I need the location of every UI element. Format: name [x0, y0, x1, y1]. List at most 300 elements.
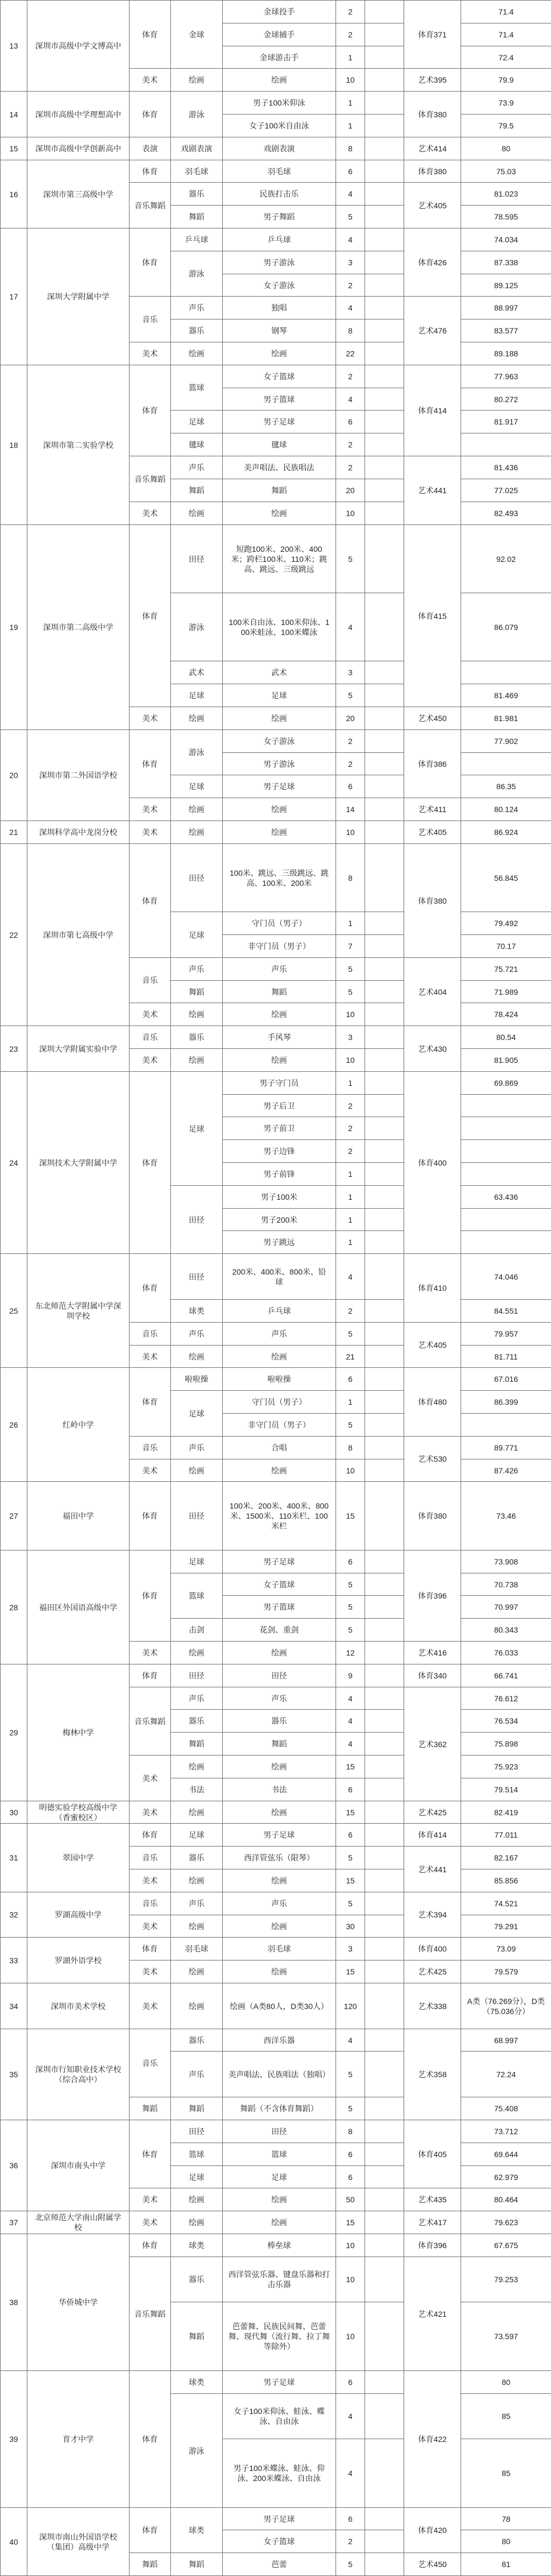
sub-category: 武术 [171, 661, 223, 684]
score-line: 79.957 [461, 1323, 551, 1346]
category: 音乐舞蹈 [130, 456, 171, 502]
blank-cell [365, 1437, 404, 1459]
school-name: 深圳市南头中学 [27, 2120, 130, 2211]
item: 绘画 [223, 1960, 336, 1983]
school-number: 13 [1, 1, 27, 92]
blank-cell [365, 912, 404, 935]
item: 毽球 [223, 433, 336, 456]
item: 书法 [223, 1778, 336, 1801]
control-line: 艺术425 [404, 1801, 461, 1824]
score-line: 80.343 [461, 1619, 551, 1642]
category: 舞蹈 [130, 2097, 171, 2120]
item: 女子篮球 [223, 2530, 336, 2553]
score-line: 88.997 [461, 297, 551, 319]
school-name: 深圳大学附属实验中学 [27, 1026, 130, 1072]
item: 绘画 [223, 1756, 336, 1778]
blank-cell [365, 2120, 404, 2143]
plan-count: 6 [336, 411, 365, 433]
sub-category: 足球 [171, 1391, 223, 1437]
item: 金球捕手 [223, 23, 336, 46]
category: 体育 [130, 2371, 171, 2508]
plan-count: 5 [336, 525, 365, 593]
score-line: 76.534 [461, 1710, 551, 1733]
plan-count: 1 [336, 46, 365, 69]
item: 钢琴 [223, 319, 336, 342]
category: 体育 [130, 1551, 171, 1642]
plan-count: 5 [336, 2553, 365, 2576]
blank-cell [365, 1459, 404, 1482]
sub-category: 绘画 [171, 2188, 223, 2211]
school-number: 14 [1, 92, 27, 137]
item: 田径 [223, 1664, 336, 1687]
score-line: 73.9 [461, 92, 551, 115]
category: 体育 [130, 365, 171, 456]
plan-count: 6 [336, 775, 365, 798]
plan-count: 6 [336, 1778, 365, 1801]
item: 男子守门员 [223, 1072, 336, 1095]
plan-count: 3 [336, 1026, 365, 1049]
plan-count: 9 [336, 1664, 365, 1687]
blank-cell [365, 684, 404, 707]
score-line [461, 1414, 551, 1437]
blank-cell [365, 525, 404, 593]
sub-category: 舞蹈 [171, 2302, 223, 2371]
sub-category: 器乐 [171, 2257, 223, 2302]
plan-count: 5 [336, 684, 365, 707]
sub-category: 绘画 [171, 707, 223, 730]
item: 舞蹈（不含体育舞蹈） [223, 2097, 336, 2120]
plan-count: 15 [336, 1869, 365, 1892]
item: 篮球 [223, 2143, 336, 2166]
sub-category: 绘画 [171, 1869, 223, 1892]
score-line: 71.4 [461, 23, 551, 46]
item: 声乐 [223, 1687, 336, 1710]
item: 男子跳远 [223, 1231, 336, 1254]
score-line: 78.424 [461, 1003, 551, 1026]
item: 女子游泳 [223, 274, 336, 297]
score-line: 81.023 [461, 183, 551, 206]
blank-cell [365, 661, 404, 684]
category: 音乐 [130, 1323, 171, 1346]
category: 美术 [130, 1459, 171, 1482]
plan-count: 5 [336, 206, 365, 228]
item: 芭蕾舞、民族民间舞、芭蕾舞、现代舞（流行舞、拉丁舞等除外） [223, 2302, 336, 2371]
score-line: 87.338 [461, 251, 551, 274]
category: 美术 [130, 342, 171, 365]
blank-cell [365, 775, 404, 798]
sub-category: 球类 [171, 1300, 223, 1323]
score-line: 75.898 [461, 1733, 551, 1756]
plan-count: 4 [336, 1687, 365, 1710]
score-line [461, 661, 551, 684]
item: 男子200米 [223, 1209, 336, 1231]
table-row [1, 730, 551, 753]
sub-category: 声乐 [171, 1437, 223, 1459]
category: 美术 [130, 1801, 171, 1824]
plan-count: 1 [336, 1163, 365, 1186]
item: 绘画 [223, 1003, 336, 1026]
sub-category: 球类 [171, 2508, 223, 2553]
item: 女子篮球 [223, 365, 336, 388]
item: 男子足球 [223, 2508, 336, 2530]
score-line [461, 1140, 551, 1163]
score-line: 85 [461, 2439, 551, 2508]
school-number: 32 [1, 1892, 27, 1938]
category: 音乐舞蹈 [130, 1687, 171, 1756]
blank-cell [365, 1186, 404, 1209]
blank-cell [365, 2234, 404, 2257]
school-number: 33 [1, 1938, 27, 1983]
plan-count: 15 [336, 1801, 365, 1824]
item: 男子舞蹈 [223, 206, 336, 228]
school-number: 23 [1, 1026, 27, 1072]
plan-count: 8 [336, 1437, 365, 1459]
school-name: 华侨城中学 [27, 2234, 130, 2371]
control-line: 体育380 [404, 160, 461, 183]
plan-count: 1 [336, 912, 365, 935]
blank-cell [365, 1095, 404, 1117]
sub-category: 击剑 [171, 1619, 223, 1642]
school-number: 26 [1, 1368, 27, 1482]
category: 音乐舞蹈 [130, 2257, 171, 2371]
item: 非守门员（男子） [223, 1414, 336, 1437]
item: 乒乓球 [223, 228, 336, 251]
school-name: 罗湖外语学校 [27, 1938, 130, 1983]
control-line: 艺术425 [404, 1960, 461, 1983]
item: 绘画 [223, 1459, 336, 1482]
score-line: 66.741 [461, 1664, 551, 1687]
item: 绘画 [223, 69, 336, 92]
school-number: 39 [1, 2371, 27, 2508]
item: 绘画 [223, 2188, 336, 2211]
school-number: 21 [1, 821, 27, 844]
sub-category: 舞蹈 [171, 981, 223, 1003]
item: 美声唱法、民族唱法 [223, 456, 336, 479]
table-row [1, 821, 551, 844]
plan-count: 4 [336, 388, 365, 411]
category: 美术 [130, 2188, 171, 2211]
school-name: 深圳市行知职业技术学校（综合高中） [27, 2029, 130, 2120]
score-line: 80.272 [461, 388, 551, 411]
item: 声乐 [223, 1892, 336, 1915]
plan-count: 1 [336, 1231, 365, 1254]
plan-count: 15 [336, 1960, 365, 1983]
category: 体育 [130, 2120, 171, 2188]
score-line: 75.408 [461, 2097, 551, 2120]
score-line: 69.869 [461, 1072, 551, 1095]
plan-count: 8 [336, 137, 365, 160]
plan-count: 6 [336, 1368, 365, 1391]
category: 体育 [130, 1, 171, 69]
sub-category: 舞蹈 [171, 2553, 223, 2576]
blank-cell [365, 593, 404, 661]
item: 男子前锋 [223, 1163, 336, 1186]
plan-count: 2 [336, 1117, 365, 1140]
blank-cell [365, 365, 404, 388]
blank-cell [365, 1346, 404, 1368]
plan-count: 10 [336, 1459, 365, 1482]
sub-category: 篮球 [171, 2143, 223, 2166]
category: 美术 [130, 1003, 171, 1026]
category: 音乐 [130, 1437, 171, 1459]
sub-category: 绘画 [171, 1003, 223, 1026]
plan-count: 2 [336, 1095, 365, 1117]
item: 独唱 [223, 297, 336, 319]
school-number: 22 [1, 844, 27, 1026]
sub-category: 足球 [171, 1824, 223, 1847]
plan-count: 4 [336, 593, 365, 661]
category: 体育 [130, 525, 171, 707]
sub-category: 足球 [171, 1072, 223, 1186]
sub-category: 田径 [171, 844, 223, 912]
blank-cell [365, 1983, 404, 2029]
control-line: 体育340 [404, 1664, 461, 1687]
sub-category: 球类 [171, 2371, 223, 2394]
score-line: 92.02 [461, 525, 551, 593]
item: 非守门员（男子） [223, 935, 336, 958]
blank-cell [365, 1710, 404, 1733]
score-line: 77.011 [461, 1824, 551, 1847]
control-line: 艺术394 [404, 1892, 461, 1938]
blank-cell [365, 1573, 404, 1596]
item: 乒乓球 [223, 1300, 336, 1323]
score-line: 56.845 [461, 844, 551, 912]
score-line [461, 433, 551, 456]
plan-count: 4 [336, 2394, 365, 2439]
table-row [1, 2234, 551, 2257]
category: 体育 [130, 1938, 171, 1960]
item: 羽毛球 [223, 160, 336, 183]
control-line: 体育422 [404, 2371, 461, 2508]
item: 绘画（A类80人，D类30人） [223, 1983, 336, 2029]
blank-cell [365, 1756, 404, 1778]
plan-count: 6 [336, 2371, 365, 2394]
plan-count: 3 [336, 251, 365, 274]
control-line: 艺术450 [404, 707, 461, 730]
plan-count: 3 [336, 1938, 365, 1960]
score-line: A类（76.269分），D类（75.036分） [461, 1983, 551, 2029]
control-line: 体育414 [404, 365, 461, 456]
plan-count: 10 [336, 2257, 365, 2302]
item: 100米、200米、400米、800米、1500米、110米栏、100米栏 [223, 1482, 336, 1551]
sub-category: 声乐 [171, 1687, 223, 1710]
school-number: 20 [1, 730, 27, 821]
blank-cell [365, 1892, 404, 1915]
item: 民族打击乐 [223, 183, 336, 206]
plan-count: 2 [336, 456, 365, 479]
sub-category: 绘画 [171, 1642, 223, 1664]
plan-count: 10 [336, 69, 365, 92]
blank-cell [365, 1368, 404, 1391]
blank-cell [365, 23, 404, 46]
score-line [461, 1095, 551, 1117]
category: 体育 [130, 1824, 171, 1847]
control-line: 体育396 [404, 2234, 461, 2257]
blank-cell [365, 2553, 404, 2576]
plan-count: 5 [336, 958, 365, 981]
school-number: 17 [1, 228, 27, 365]
item: 声乐 [223, 1323, 336, 1346]
category: 体育 [130, 844, 171, 958]
plan-count: 120 [336, 1983, 365, 2029]
score-line: 68.997 [461, 2029, 551, 2052]
control-line: 艺术441 [404, 1847, 461, 1892]
score-line: 63.436 [461, 1186, 551, 1209]
score-line: 81 [461, 2553, 551, 2576]
blank-cell [365, 1026, 404, 1049]
plan-count: 6 [336, 2508, 365, 2530]
plan-count: 5 [336, 1847, 365, 1869]
blank-cell [365, 1778, 404, 1801]
item: 手风琴 [223, 1026, 336, 1049]
item: 西洋管弦乐器、键盘乐器和打击乐器 [223, 2257, 336, 2302]
plan-count: 15 [336, 2211, 365, 2234]
item: 守门员（男子） [223, 1391, 336, 1414]
plan-count: 4 [336, 2439, 365, 2508]
sub-category: 羽毛球 [171, 1938, 223, 1960]
score-line: 69.644 [461, 2143, 551, 2166]
category: 美术 [130, 502, 171, 525]
category: 音乐 [130, 1892, 171, 1915]
item: 男子篮球 [223, 1596, 336, 1619]
score-line [461, 753, 551, 775]
blank-cell [365, 2302, 404, 2371]
item: 声乐 [223, 958, 336, 981]
plan-count: 1 [336, 92, 365, 115]
table-row [1, 1482, 551, 1551]
category: 美术 [130, 1346, 171, 1368]
control-line: 艺术435 [404, 2188, 461, 2211]
blank-cell [365, 1482, 404, 1551]
school-name: 红岭中学 [27, 1368, 130, 1482]
plan-count: 6 [336, 160, 365, 183]
school-name: 深圳市美术学校 [27, 1983, 130, 2029]
sub-category: 器乐 [171, 1710, 223, 1733]
plan-count: 1 [336, 1186, 365, 1209]
category: 美术 [130, 1049, 171, 1072]
score-line: 85.856 [461, 1869, 551, 1892]
control-line: 艺术414 [404, 137, 461, 160]
category: 体育 [130, 1072, 171, 1254]
school-name: 深圳科学高中龙岗分校 [27, 821, 130, 844]
category: 美术 [130, 1915, 171, 1938]
score-line: 74.046 [461, 1254, 551, 1300]
plan-count: 21 [336, 1346, 365, 1368]
blank-cell [365, 2029, 404, 2052]
score-line: 82.493 [461, 502, 551, 525]
blank-cell [365, 2166, 404, 2188]
plan-count: 5 [336, 1323, 365, 1346]
control-line: 艺术405 [404, 183, 461, 228]
sub-category: 声乐 [171, 958, 223, 981]
score-line: 80 [461, 137, 551, 160]
control-line: 体育420 [404, 2508, 461, 2553]
blank-cell [365, 1231, 404, 1254]
category: 美术 [130, 1756, 171, 1801]
sub-category: 足球 [171, 912, 223, 958]
item: 100米、跳远、三级跳远、跳高、100米、200米 [223, 844, 336, 912]
score-line: 62.979 [461, 2166, 551, 2188]
plan-count: 2 [336, 1300, 365, 1323]
plan-count: 4 [336, 228, 365, 251]
blank-cell [365, 1869, 404, 1892]
score-line: 77.902 [461, 730, 551, 753]
item: 绘画 [223, 1915, 336, 1938]
score-line: 80.464 [461, 2188, 551, 2211]
table-row [1, 1, 551, 23]
sub-category: 绘画 [171, 2211, 223, 2234]
sub-category: 足球 [171, 2166, 223, 2188]
school-name: 深圳市第七高级中学 [27, 844, 130, 1026]
score-line: 81.469 [461, 684, 551, 707]
blank-cell [365, 183, 404, 206]
blank-cell [365, 228, 404, 251]
item: 绘画 [223, 821, 336, 844]
plan-count: 5 [336, 2052, 365, 2097]
score-line: 78.595 [461, 206, 551, 228]
blank-cell [365, 115, 404, 137]
score-line: 86.924 [461, 821, 551, 844]
blank-cell [365, 2508, 404, 2530]
blank-cell [365, 1960, 404, 1983]
blank-cell [365, 1687, 404, 1710]
blank-cell [365, 137, 404, 160]
sub-category: 绘画 [171, 1756, 223, 1778]
category: 美术 [130, 798, 171, 821]
plan-count: 4 [336, 1710, 365, 1733]
blank-cell [365, 1733, 404, 1756]
school-name: 深圳市高级中学文博高中 [27, 1, 130, 92]
sub-category: 田径 [171, 2120, 223, 2143]
plan-count: 6 [336, 2166, 365, 2188]
table-row [1, 1938, 551, 1960]
blank-cell [365, 274, 404, 297]
table-row [1, 92, 551, 115]
item: 绘画 [223, 1801, 336, 1824]
table-row [1, 1551, 551, 1573]
blank-cell [365, 1003, 404, 1026]
category: 体育 [130, 228, 171, 297]
item: 男子后卫 [223, 1095, 336, 1117]
blank-cell [365, 2052, 404, 2097]
sub-category: 绘画 [171, 502, 223, 525]
school-number: 28 [1, 1551, 27, 1664]
item: 200米、400米、800米、铅球 [223, 1254, 336, 1300]
school-number: 34 [1, 1983, 27, 2029]
item: 男子足球 [223, 1824, 336, 1847]
item: 金球游击手 [223, 46, 336, 69]
score-line: 79.5 [461, 115, 551, 137]
sub-category: 田径 [171, 1482, 223, 1551]
category: 美术 [130, 707, 171, 730]
school-name: 罗湖高级中学 [27, 1892, 130, 1938]
school-number: 25 [1, 1254, 27, 1368]
table-row [1, 2371, 551, 2394]
blank-cell [365, 479, 404, 502]
item: 男子足球 [223, 775, 336, 798]
blank-cell [365, 1414, 404, 1437]
item: 足球 [223, 684, 336, 707]
plan-count: 10 [336, 2234, 365, 2257]
sub-category: 器乐 [171, 1026, 223, 1049]
control-line: 体育380 [404, 1482, 461, 1551]
table-row [1, 160, 551, 183]
plan-count: 12 [336, 1642, 365, 1664]
school-number: 37 [1, 2211, 27, 2234]
blank-cell [365, 707, 404, 730]
plan-count: 2 [336, 23, 365, 46]
blank-cell [365, 2371, 404, 2394]
